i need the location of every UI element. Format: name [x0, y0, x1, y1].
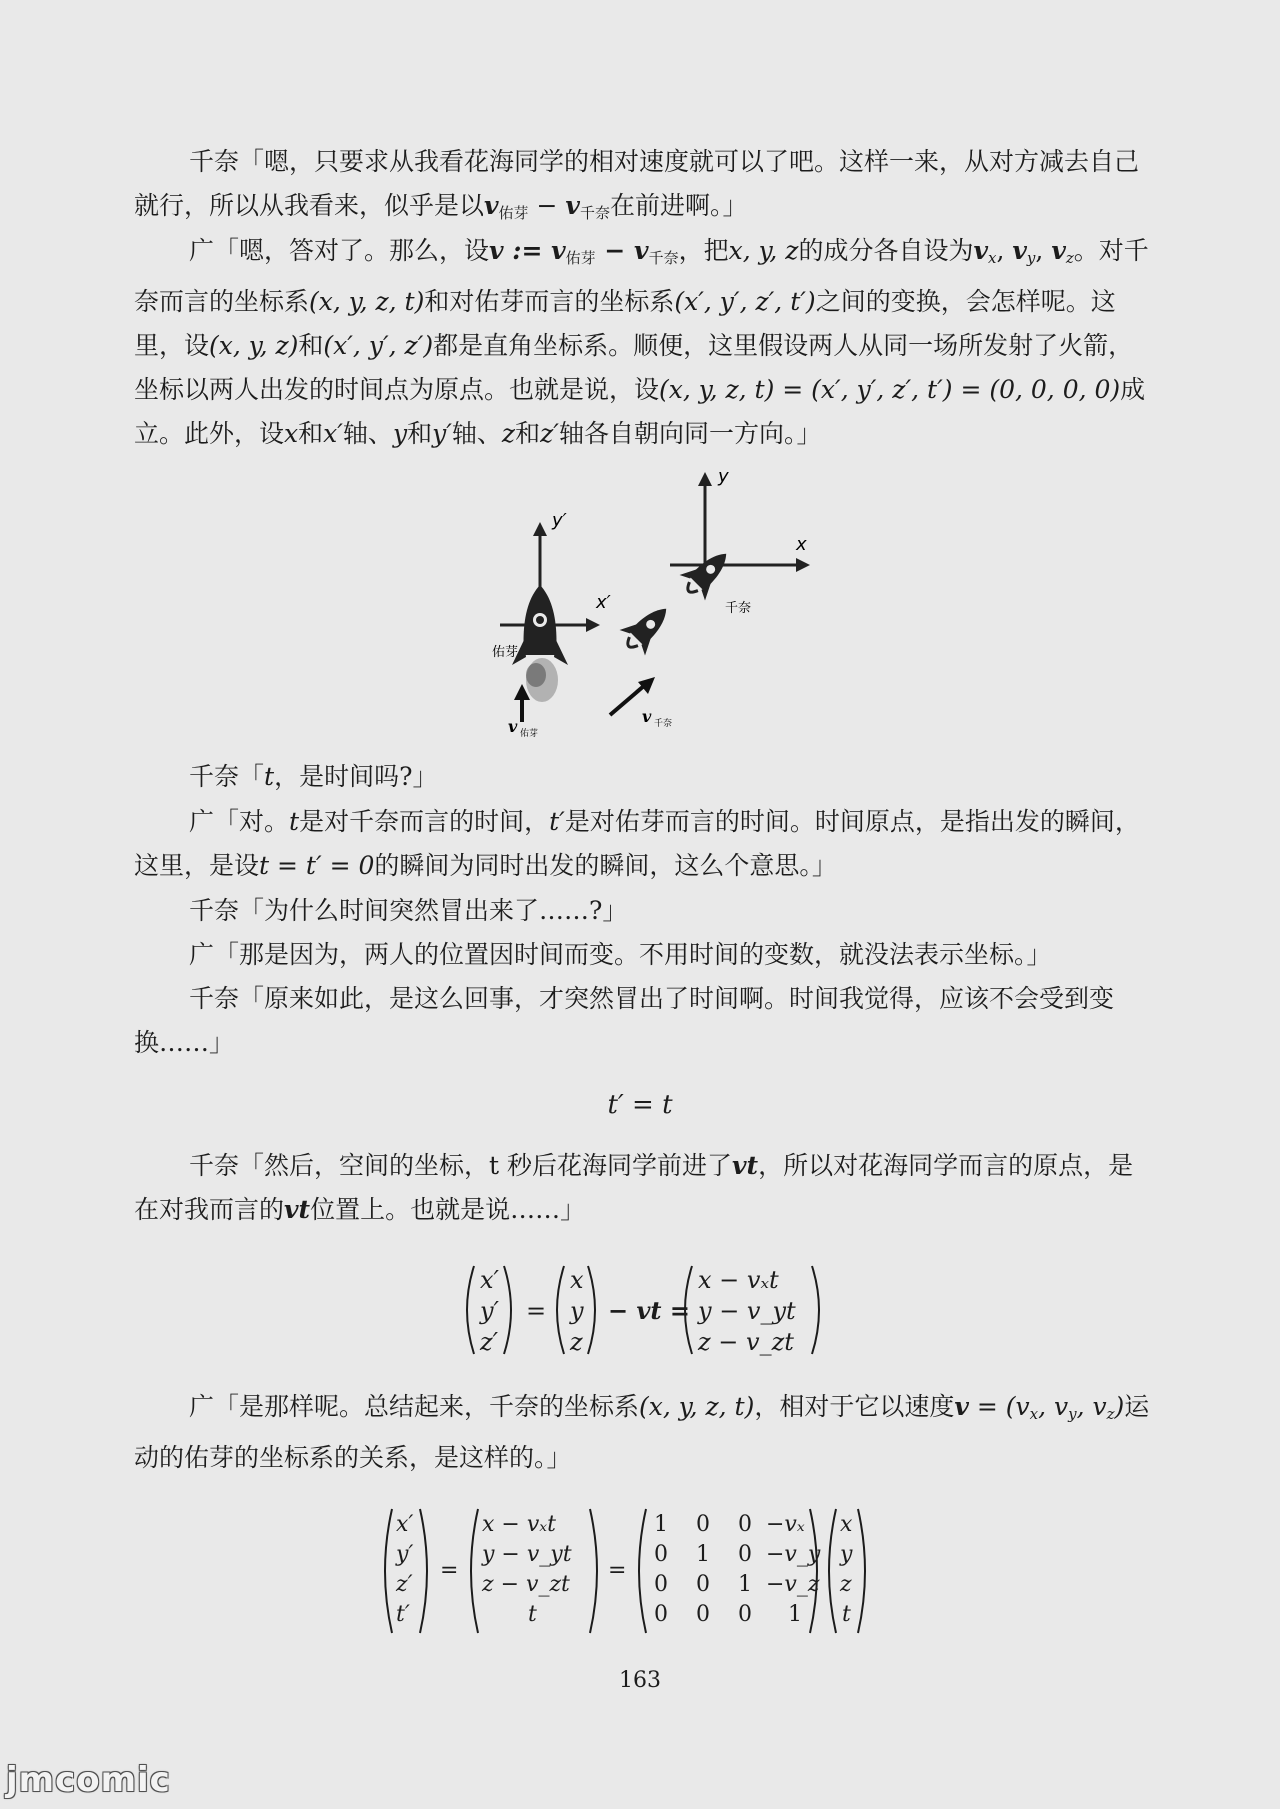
- dialogue-chinatsu-5: [134, 1144, 1158, 1232]
- math: vt: [284, 1195, 311, 1224]
- math: y: [392, 418, 408, 448]
- math: x: [284, 418, 299, 448]
- math-v: v: [954, 1392, 969, 1421]
- text: ，是时间吗?」: [274, 762, 438, 791]
- text: 广「嗯，答对了。那么，设: [189, 236, 490, 265]
- text: 和: [298, 330, 324, 360]
- math-def: − v: [595, 236, 649, 265]
- text: 运动的佑芽的坐标系的关系，是这样的。」: [134, 1392, 1150, 1472]
- matrix-cell: 0: [696, 1572, 710, 1597]
- eq3-lhs: t′: [396, 1602, 410, 1627]
- equation-time: t′ = t: [607, 1090, 673, 1120]
- math: z: [501, 418, 516, 448]
- matrix-cell: 1: [696, 1542, 710, 1567]
- math: ): [1114, 1392, 1125, 1421]
- text: 轴、: [342, 418, 393, 448]
- text: 广「是那样呢。总结起来，千奈的坐标系: [189, 1392, 640, 1421]
- text: 千奈「: [189, 762, 265, 791]
- math-def: v := v: [489, 236, 566, 265]
- rocket-frames-figure: [460, 470, 820, 745]
- matrix-cell: −vₓ: [766, 1512, 805, 1537]
- math: (x, y, z, t) = (x′, y′, z′, t′) = (0, 0, 0, 0): [659, 374, 1121, 404]
- math-v: v: [1012, 236, 1027, 265]
- eq3-vec: y: [840, 1542, 853, 1567]
- eq2-minus-vt: − vt =: [608, 1296, 690, 1325]
- velocity-sub-left: 佑芽: [520, 729, 539, 739]
- eq2-lhs-x: x′: [480, 1266, 499, 1294]
- math: (x′, y′, z′): [323, 330, 434, 360]
- math: t = t′ = 0: [259, 851, 375, 880]
- math-sub: 千奈: [579, 203, 610, 222]
- math-v: v: [565, 191, 580, 220]
- math: x, y, z: [728, 236, 799, 265]
- matrix-cell: 0: [696, 1512, 710, 1537]
- math-sub: 千奈: [648, 248, 679, 267]
- dialogue-chinatsu-2: [134, 755, 1158, 799]
- text: 之间的变换，会怎样呢。这里，设: [134, 286, 1116, 360]
- math-sub: 佑芽: [498, 203, 529, 222]
- matrix-cell: 0: [654, 1602, 668, 1627]
- text: 轴各自朝向同一方向。」: [558, 418, 822, 448]
- matrix-cell: 0: [738, 1512, 752, 1537]
- dialogue-hiro-3: [134, 933, 1158, 977]
- text: 都是直角坐标系。顺便，这里假设两人从同一场所发射了火箭，坐标以两人出发的时间点为原点。也就是说，设: [134, 330, 1134, 404]
- matrix-cell: 0: [696, 1602, 710, 1627]
- axis-label-y-prime: y′: [552, 510, 567, 531]
- watermark-logo: jmcomic: [6, 1760, 171, 1800]
- text: 。对千奈而言的坐标系: [134, 236, 1149, 316]
- math: (x, y, z): [209, 330, 299, 360]
- math: = (v: [968, 1392, 1030, 1421]
- eq2-mid-y: y: [570, 1297, 584, 1325]
- svg-text:=: =: [608, 1558, 627, 1583]
- math-v: v: [1051, 236, 1066, 265]
- text: 和: [298, 418, 324, 448]
- math-v: v: [484, 191, 499, 220]
- math-sub: x: [988, 248, 997, 267]
- velocity-label-left: v: [508, 717, 518, 736]
- matrix-cell: −v_z: [766, 1572, 820, 1597]
- text: 位置上。也就是说……」: [310, 1195, 586, 1224]
- math-sub: 佑芽: [565, 248, 596, 267]
- math: z′: [540, 418, 559, 448]
- axis-label-x-prime: x′: [596, 592, 611, 613]
- matrix-cell: −v_y: [766, 1542, 821, 1567]
- math: t: [264, 762, 275, 791]
- axis-label-y: y: [718, 470, 729, 487]
- text: 轴、: [451, 418, 502, 448]
- math: t: [289, 807, 300, 836]
- eq3-vec: t: [842, 1602, 851, 1627]
- eq2-lhs-y: y′: [480, 1297, 500, 1325]
- text: ，所以对花海同学而言的原点，是在对我而言的: [134, 1151, 1134, 1224]
- text: 千奈「然后，空间的坐标，t 秒后花海同学前进了: [189, 1151, 732, 1180]
- dialogue-hiro-1: 广「嗯，答对了。那么，设v := $v_{佑芽} - v_{千奈}$，把x, y, z的成分各自设为$v_x$, $v_y$, $v_z$。对千奈而言的坐标系(x, y, z, t)和对佑芽而言的坐标系(x′, y′, z′, t′)之间的变换，会怎样呢。这里，设(x, y, z)和(x′, y′, z′)都是直角坐标系。顺便，这里假设两人从同一场所发射了火箭，坐标以两人出发的时间点为原点。也就是说，设(x, y, z, t) = (x′, y′, z′, t′) = (0, 0, 0, 0)成立。此外，设x和x′轴、y和y′轴、z和z′轴各自朝向同一方向。」: [134, 236, 1149, 448]
- velocity-sub-right: 千奈: [654, 719, 673, 729]
- text: 广「对。: [189, 807, 290, 836]
- eq2-rhs-y: y − v_yt: [698, 1297, 796, 1325]
- eq3-vec: x: [840, 1512, 853, 1537]
- dialogue-chinatsu-4: [134, 977, 1158, 1065]
- rocket-left-icon: [512, 585, 568, 702]
- text: 是对千奈而言的时间，: [299, 807, 550, 836]
- matrix-cell: 0: [738, 1542, 752, 1567]
- eq3-vec: z: [840, 1572, 852, 1597]
- axis-label-x: x: [796, 534, 807, 555]
- math-sub: x: [1029, 1404, 1039, 1423]
- page-number: 163: [619, 1668, 661, 1693]
- eq2-lhs-z: z′: [480, 1328, 499, 1356]
- text: ，把: [678, 236, 729, 265]
- label-left: 佑芽: [492, 645, 519, 660]
- eq3-lhs: y′: [396, 1542, 414, 1567]
- rocket-middle-icon: [616, 596, 679, 659]
- math: (x′, y′, z′, t′): [674, 286, 816, 316]
- math: (x, y, z, t): [639, 1392, 755, 1421]
- matrix-cell: 1: [788, 1602, 802, 1627]
- text: 是对佑芽而言的时间。时间原点，是指出发的瞬间，这里，是设: [134, 807, 1140, 880]
- math: t′: [549, 807, 565, 836]
- svg-text:=: =: [440, 1558, 459, 1583]
- math-sub: y: [1026, 248, 1036, 267]
- matrix-cell: 0: [654, 1542, 668, 1567]
- velocity-arrow-right: [610, 685, 645, 715]
- dialogue-hiro-2: [134, 800, 1158, 888]
- matrix-cell: 1: [738, 1572, 752, 1597]
- text: 的瞬间为同时出发的瞬间，这么个意思。」: [374, 851, 837, 880]
- eq3-mid: z − v_zt: [482, 1572, 570, 1597]
- math-sub: z: [1065, 248, 1074, 267]
- eq3-mid: t: [528, 1602, 537, 1627]
- eq2-mid-x: x: [570, 1266, 584, 1294]
- matrix-cell: 0: [738, 1602, 752, 1627]
- dialogue-chinatsu-3: [134, 889, 1158, 933]
- equation-space-transform: [460, 1260, 820, 1360]
- eq2-rhs-x: x − vₓt: [698, 1266, 779, 1294]
- math: y′: [432, 418, 452, 448]
- math-minus: −: [528, 191, 566, 220]
- math: (x, y, z, t): [309, 286, 425, 316]
- label-right: 千奈: [725, 601, 752, 616]
- matrix-cell: 1: [654, 1512, 668, 1537]
- text: 和: [407, 418, 433, 448]
- eq3-lhs: x′: [396, 1512, 414, 1537]
- eq3-mid: y − v_yt: [482, 1542, 572, 1567]
- text: 广「那是因为，两人的位置因时间而变。不用时间的变数，就没法表示坐标。」: [189, 940, 1052, 969]
- eq3-lhs: z′: [396, 1572, 413, 1597]
- text: 千奈「为什么时间突然冒出来了……?」: [189, 896, 628, 925]
- text: 千奈「原来如此，是这么回事，才突然冒出了时间啊。时间我觉得，应该不会受到变换……」: [134, 984, 1115, 1057]
- dialogue-chinatsu-1: [134, 140, 1158, 235]
- text: 在前进啊。」: [609, 191, 748, 220]
- math: x′: [323, 418, 343, 448]
- text: 千奈「嗯，只要求从我看花海同学的相对速度就可以了吧。这样一来，从对方减去自己就行，所以从我看来，似乎是以: [134, 147, 1140, 220]
- svg-text:=: =: [526, 1297, 547, 1325]
- text: 和对佑芽而言的坐标系: [424, 286, 675, 316]
- eq2-rhs-z: z − v_zt: [698, 1328, 794, 1356]
- rocket-right-icon: [676, 541, 739, 604]
- math-sub: y: [1068, 1404, 1077, 1423]
- text: ，相对于它以速度: [754, 1392, 955, 1421]
- math-v: v: [973, 236, 989, 265]
- eq2-mid-z: z: [570, 1328, 583, 1356]
- matrix-cell: 0: [654, 1572, 668, 1597]
- velocity-label-right: v: [642, 707, 652, 726]
- text: 和: [515, 418, 541, 448]
- equation-galilean-matrix: [378, 1505, 908, 1640]
- math-sub: z: [1106, 1404, 1115, 1423]
- eq3-mid: x − vₓt: [482, 1512, 556, 1537]
- text: 成立。此外，设: [134, 374, 1146, 448]
- math: vt: [732, 1151, 759, 1180]
- dialogue-hiro-4: 广「是那样呢。总结起来，千奈的坐标系(x, y, z, t)，相对于它以速度$v = (v_x$, $v_y$, $v_z$)运动的佑芽的坐标系的关系，是这样的。」: [134, 1392, 1150, 1472]
- text: 的成分各自设为: [798, 236, 974, 265]
